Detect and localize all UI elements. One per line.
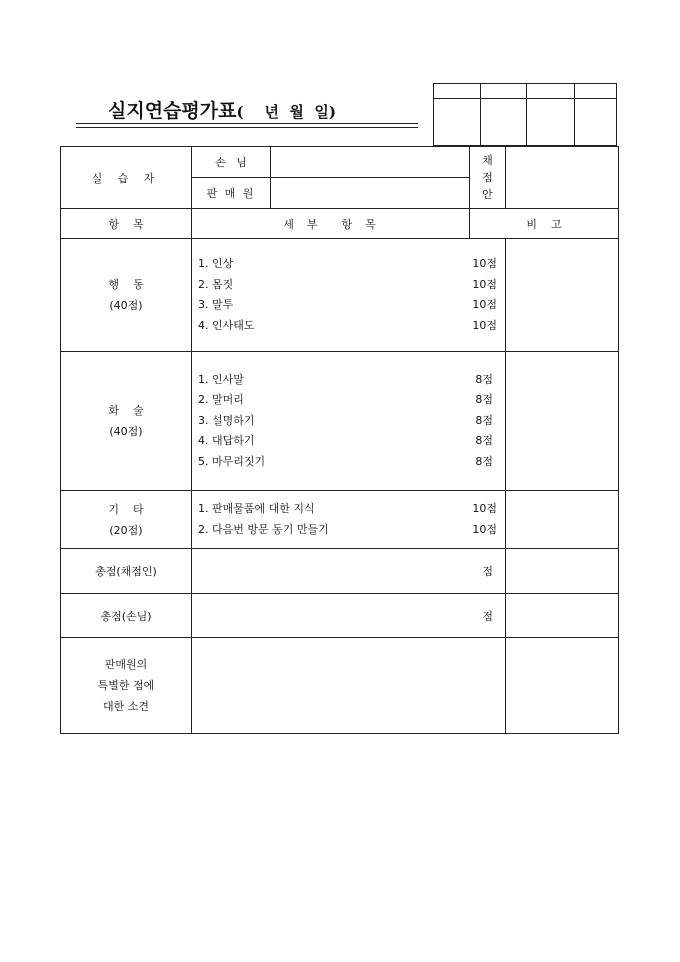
section-name: 기 타 bbox=[108, 502, 144, 516]
approval-box bbox=[433, 83, 617, 146]
total-grader-label bbox=[61, 549, 192, 594]
remarks-field-other[interactable] bbox=[506, 491, 619, 549]
section-points: (20점) bbox=[109, 523, 143, 537]
item-text: 3. 설명하기 bbox=[198, 413, 255, 427]
opinion-remarks[interactable] bbox=[506, 638, 619, 734]
list-item bbox=[198, 411, 493, 432]
item-text: 1. 인사말 bbox=[198, 372, 244, 386]
list-item bbox=[198, 520, 497, 541]
approval-sign-cell[interactable] bbox=[575, 99, 617, 146]
item-text: 4. 인사태도 bbox=[198, 318, 255, 332]
total-label: 총점(손님) bbox=[100, 609, 152, 623]
form-title: 실지연습평가표 bbox=[108, 100, 237, 122]
grader-label-char: 채 bbox=[482, 154, 493, 167]
total-label: 총점(채점인) bbox=[95, 565, 157, 578]
section-points: (40점) bbox=[109, 299, 143, 312]
grader-name-field[interactable] bbox=[506, 147, 619, 209]
seller-label-cell bbox=[192, 178, 271, 209]
evaluation-table bbox=[60, 146, 619, 734]
total-unit: 점 bbox=[482, 609, 493, 623]
seller-name-field[interactable] bbox=[271, 178, 470, 209]
item-score: 10점 bbox=[472, 502, 497, 515]
opinion-label-line: 대한 소견 bbox=[102, 700, 149, 713]
section-items-speech bbox=[192, 352, 506, 491]
item-score: 8점 bbox=[475, 413, 493, 427]
item-text: 5. 마무리짓기 bbox=[198, 454, 266, 468]
seller-label: 판 매 원 bbox=[206, 187, 256, 200]
item-score: 8점 bbox=[475, 454, 493, 468]
item-score: 10점 bbox=[472, 318, 497, 332]
trainee-label: 실 습 자 bbox=[91, 171, 161, 185]
total-customer-remarks[interactable] bbox=[506, 594, 619, 638]
item-text: 2. 몸짓 bbox=[198, 277, 234, 291]
item-score: 10점 bbox=[472, 298, 497, 311]
approval-sign-cell[interactable] bbox=[481, 99, 527, 146]
list-item bbox=[198, 499, 497, 520]
section-items-behavior bbox=[192, 239, 506, 352]
total-customer-field[interactable] bbox=[192, 594, 506, 638]
remarks-field-speech[interactable] bbox=[506, 352, 619, 491]
customer-label: 손 님 bbox=[215, 156, 247, 169]
section-name: 행 동 bbox=[108, 278, 144, 291]
list-item bbox=[198, 390, 493, 411]
item-score: 8점 bbox=[475, 393, 493, 407]
approval-sign-cell[interactable] bbox=[434, 99, 481, 146]
section-label-speech bbox=[61, 352, 192, 491]
opinion-field[interactable] bbox=[192, 638, 506, 734]
opinion-label-line: 특별한 점에 bbox=[97, 679, 155, 692]
list-item bbox=[198, 275, 497, 296]
list-item bbox=[198, 295, 497, 316]
item-score: 8점 bbox=[475, 434, 493, 448]
col-header-item bbox=[61, 209, 192, 239]
grader-label-char: 점 bbox=[482, 171, 493, 184]
opinion-label-line: 판매원의 bbox=[104, 658, 148, 671]
list-item bbox=[198, 370, 493, 391]
item-text: 2. 말머리 bbox=[198, 393, 244, 407]
opinion-label-cell bbox=[61, 638, 192, 734]
item-text: 3. 말투 bbox=[198, 298, 234, 311]
item-score: 10점 bbox=[472, 257, 497, 270]
grader-label-char: 안 bbox=[482, 188, 493, 201]
col-header-item-label: 항 목 bbox=[108, 217, 144, 231]
col-header-remarks-label: 비 고 bbox=[526, 217, 562, 231]
item-score: 10점 bbox=[472, 277, 497, 291]
page-title bbox=[108, 96, 336, 123]
total-customer-label bbox=[61, 594, 192, 638]
section-items-other bbox=[192, 491, 506, 549]
list-item bbox=[198, 452, 493, 473]
col-header-remarks bbox=[470, 209, 619, 239]
title-underline bbox=[76, 123, 418, 128]
section-label-other bbox=[61, 491, 192, 549]
approval-header-cell bbox=[434, 84, 481, 99]
list-item bbox=[198, 316, 497, 337]
total-unit: 점 bbox=[482, 565, 493, 578]
customer-label-cell bbox=[192, 147, 271, 178]
total-grader-field[interactable] bbox=[192, 549, 506, 594]
approval-header-cell bbox=[575, 84, 617, 99]
customer-name-field[interactable] bbox=[271, 147, 470, 178]
section-label-behavior bbox=[61, 239, 192, 352]
list-item bbox=[198, 254, 497, 275]
approval-header-cell bbox=[481, 84, 527, 99]
item-score: 10점 bbox=[472, 522, 497, 536]
trainee-label-cell bbox=[61, 147, 192, 209]
list-item bbox=[198, 431, 493, 452]
total-grader-remarks[interactable] bbox=[506, 549, 619, 594]
section-name: 화 술 bbox=[108, 404, 144, 417]
grader-label-cell bbox=[470, 147, 506, 209]
item-text: 1. 판매물품에 대한 지식 bbox=[198, 502, 315, 515]
item-score: 8점 bbox=[475, 372, 493, 386]
item-text: 4. 대답하기 bbox=[198, 434, 255, 448]
section-points: (40점) bbox=[109, 425, 143, 438]
approval-header-cell bbox=[527, 84, 575, 99]
item-text: 1. 인상 bbox=[198, 257, 234, 270]
item-text: 2. 다음번 방문 동기 만들기 bbox=[198, 522, 329, 536]
approval-sign-cell[interactable] bbox=[527, 99, 575, 146]
col-header-detail-label: 세 부 항 목 bbox=[283, 217, 378, 231]
col-header-detail bbox=[192, 209, 470, 239]
remarks-field-behavior[interactable] bbox=[506, 239, 619, 352]
date-label: ( 년 월 일) bbox=[236, 103, 336, 121]
